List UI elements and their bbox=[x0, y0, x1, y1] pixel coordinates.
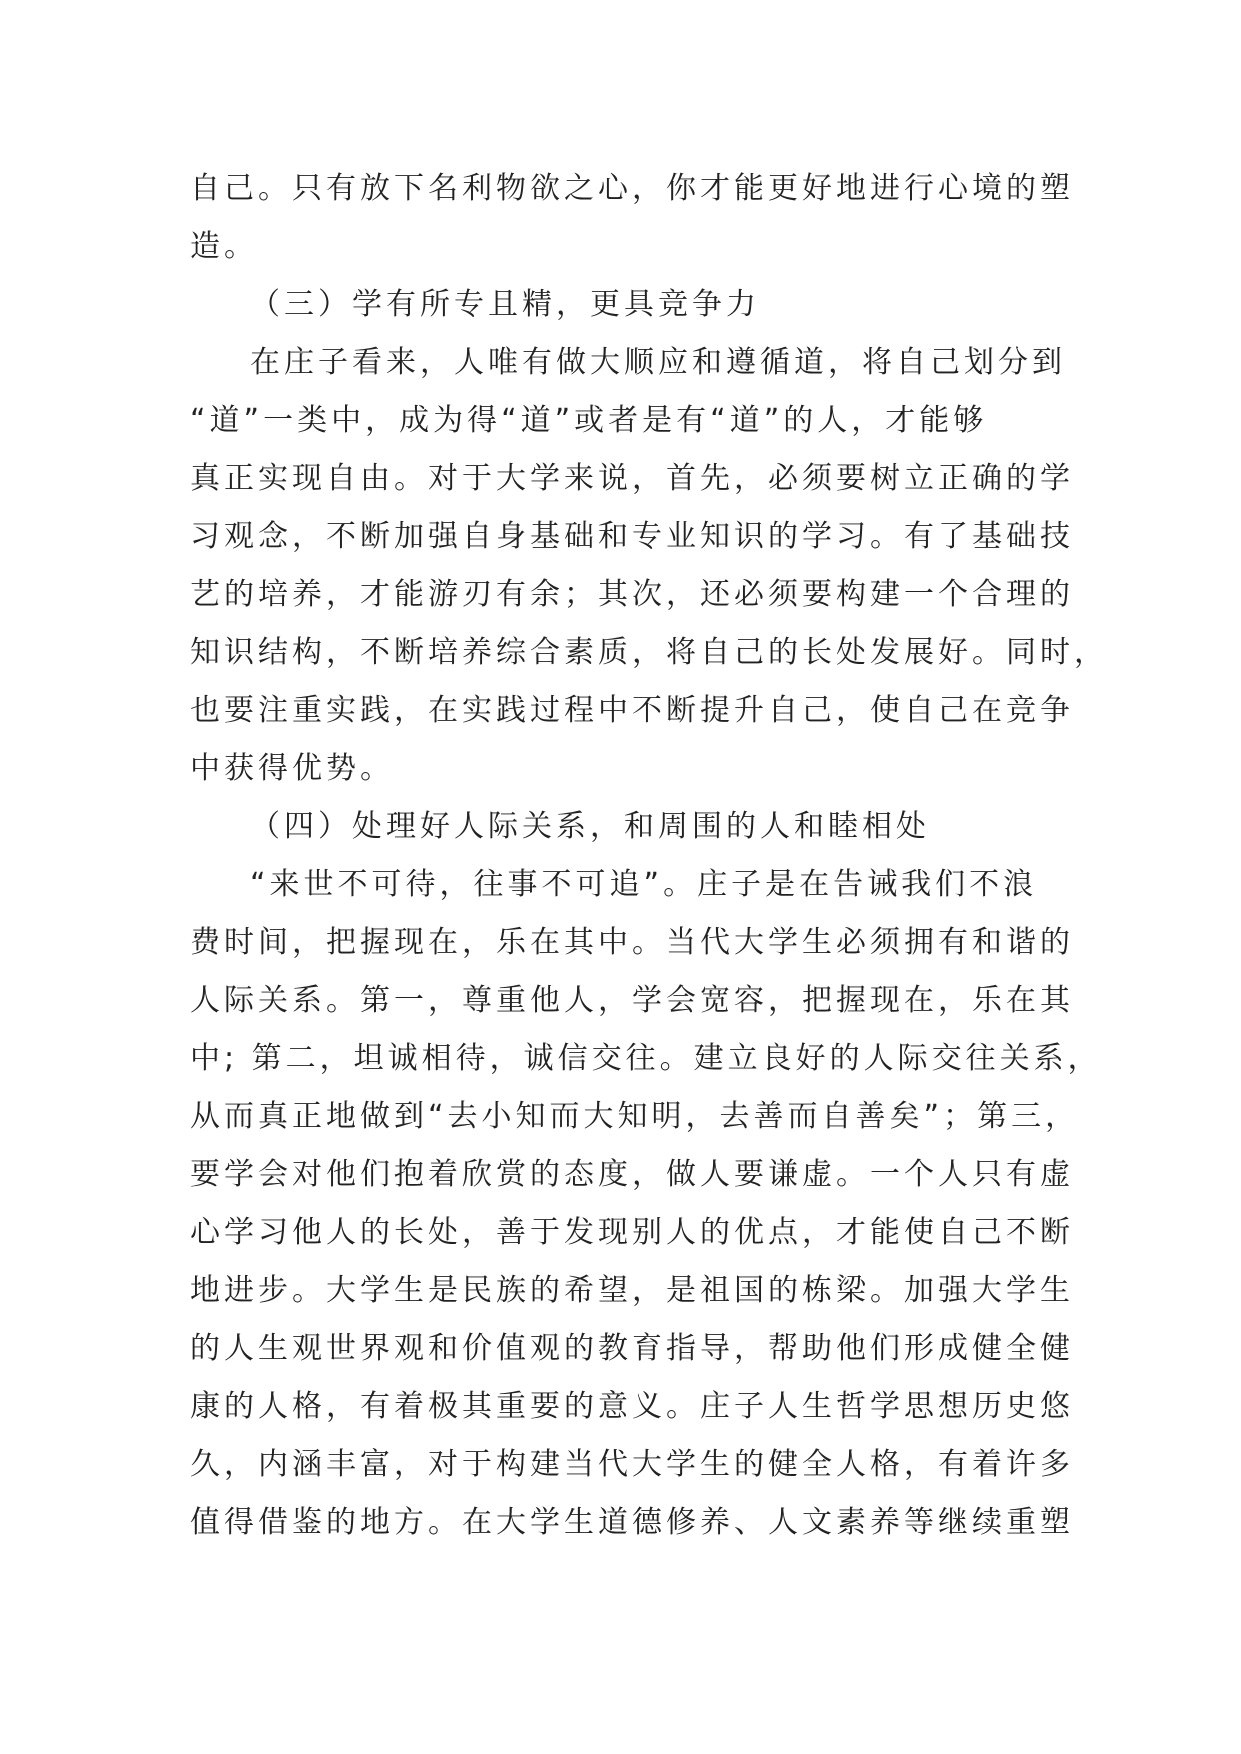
text-line: “道”一类中，成为得“道”或者是有“道”的人，才能够 bbox=[190, 403, 988, 438]
text-line: “来世不可待，往事不可追”。庄子是在告诫我们不浪 bbox=[250, 867, 1038, 902]
text-line: 也要注重实践，在实践过程中不断提升自己，使自己在竞争 bbox=[190, 693, 1074, 728]
section-heading: （四）处理好人际关系，和周围的人和睦相处 bbox=[250, 809, 930, 844]
text-line: 从而真正地做到“去小知而大知明，去善而自善矣”；第三， bbox=[190, 1099, 1080, 1134]
text-line: 艺的培养，才能游刃有余；其次，还必须要构建一个合理的 bbox=[190, 577, 1074, 612]
text-line: 在庄子看来，人唯有做大顺应和遵循道，将自己划分到 bbox=[250, 345, 1066, 380]
text-line: 中; 第二，坦诚相待，诚信交往。建立良好的人际交往关系， bbox=[190, 1041, 1102, 1076]
text-line: 久，内涵丰富，对于构建当代大学生的健全人格，有着许多 bbox=[190, 1447, 1074, 1482]
text-line: 人际关系。第一，尊重他人，学会宽容，把握现在，乐在其 bbox=[190, 983, 1074, 1018]
text-line: 心学习他人的长处，善于发现别人的优点，才能使自己不断 bbox=[190, 1215, 1074, 1250]
text-line: 造。 bbox=[190, 229, 258, 264]
text-line: 中获得优势。 bbox=[190, 751, 394, 786]
text-line: 值得借鉴的地方。在大学生道德修养、人文素养等继续重塑 bbox=[190, 1505, 1074, 1540]
text-line: 知识结构，不断培养综合素质，将自己的长处发展好。同时， bbox=[190, 635, 1108, 670]
text-line: 要学会对他们抱着欣赏的态度，做人要谦虚。一个人只有虚 bbox=[190, 1157, 1074, 1192]
text-line: 自己。只有放下名利物欲之心，你才能更好地进行心境的塑 bbox=[190, 171, 1074, 206]
body-text bbox=[190, 160, 1108, 1552]
section-heading: （三）学有所专且精，更具竞争力 bbox=[250, 287, 760, 322]
text-line: 的人生观世界观和价值观的教育指导，帮助他们形成健全健 bbox=[190, 1331, 1074, 1366]
text-line: 地进步。大学生是民族的希望，是祖国的栋梁。加强大学生 bbox=[190, 1273, 1074, 1308]
text-line: 费时间，把握现在，乐在其中。当代大学生必须拥有和谐的 bbox=[190, 925, 1074, 960]
text-line: 康的人格，有着极其重要的意义。庄子人生哲学思想历史悠 bbox=[190, 1389, 1074, 1424]
text-line: 习观念，不断加强自身基础和专业知识的学习。有了基础技 bbox=[190, 519, 1074, 554]
text-line: 真正实现自由。对于大学来说，首先，必须要树立正确的学 bbox=[190, 461, 1074, 496]
